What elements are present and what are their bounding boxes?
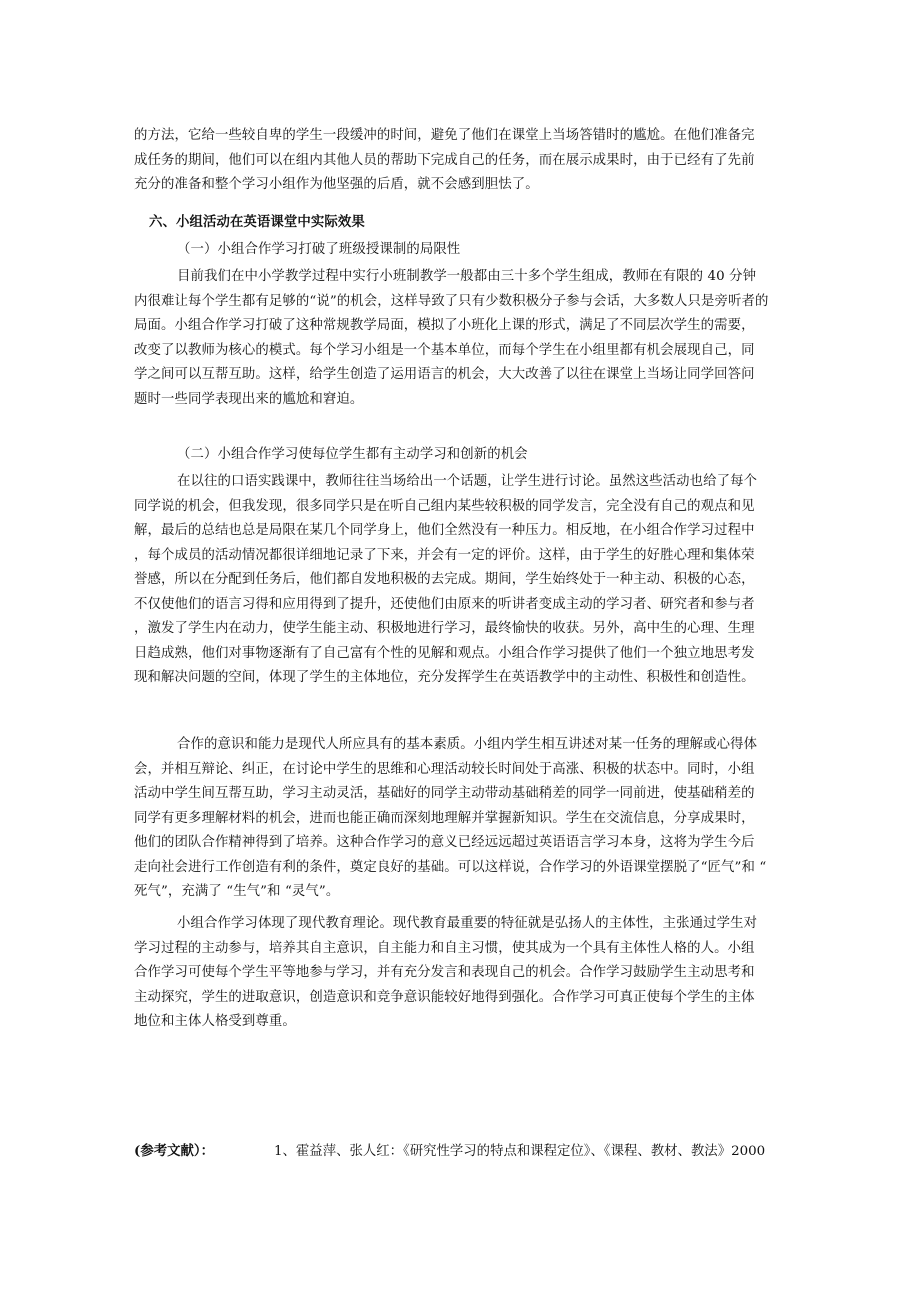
text-line: ，激发了学生内在动力，使学生能主动、积极地进行学习，最终愉快的收获。另外，高中生的心理、生理 <box>134 621 755 636</box>
text-line: 在以往的口语实践课中，教师往往当场给出一个话题，让学生进行讨论。虽然这些活动也给了每个 <box>177 474 758 489</box>
references-label: (参考文献）： <box>134 1143 214 1159</box>
text-line: 学习过程的主动参与，培养其自主意识，自主能力和自主习惯，使其成为一个具有主体性人格的人。小组 <box>134 940 755 956</box>
text-line: 合作的意识和能力是现代人所应具有的基本素质。小组内学生相互讲述对某一任务的理解或心得体 <box>177 737 758 752</box>
paragraph-cooperation <box>134 733 786 905</box>
text-line: 他们的团队合作精神得到了培养。这种合作学习的意义已经远远超过英语语言学习本身，这将为学生今后 <box>134 835 755 850</box>
text-line: 解，最后的总结也总是局限在某几个同学身上，他们全然没有一种压力。相反地，在小组合作学习过程中 <box>134 523 755 538</box>
text-line: 学之间可以互帮互助。这样，给学生创造了运用语言的机会，大大改善了以往在课堂上当场让同学回答问 <box>134 367 755 382</box>
section-heading: 六、小组活动在英语课堂中实际效果 <box>149 214 365 230</box>
text-line: 会，并相互辩论、纠正，在讨论中学生的思维和心理活动较长时间处于高涨、积极的状态中。同时，小组 <box>134 761 755 777</box>
text-line: 改变了以教师为核心的模式。每个学习小组是一个基本单位，而每个学生在小组里都有机会展现自己，同 <box>134 342 755 358</box>
text-line: 成任务的期间，他们可以在组内其他人员的帮助下完成自己的任务，而在展示成果时，由于已经有了先前 <box>134 152 755 168</box>
paragraph-theory <box>134 912 786 1035</box>
text-line: 主动探究，学生的进取意识，创造意识和竞争意识能较好地得到强化。合作学习可真正使每个学生的主体 <box>134 989 755 1005</box>
text-line: 同学有更多理解材料的机会，进而也能正确而深刻地理解并掌握新知识。学生在交流信息，分享成果时， <box>134 810 755 826</box>
text-line: 内很难让每个学生都有足够的“说”的机会，这样导致了只有少数积极分子参与会话，大多数人只是旁听者的 <box>134 293 769 309</box>
text-line: ，每个成员的活动情况都很详细地记录了下来，并会有一定的评价。这样，由于学生的好胜心理和集体荣 <box>134 547 755 563</box>
text-line: 死气”，充满了 “生气”和 “灵气”。 <box>134 884 340 899</box>
text-line: 走向社会进行工作创造有利的条件，奠定良好的基础。可以这样说，合作学习的外语课堂摆脱了“匠气”和 “ <box>134 859 767 875</box>
subsection-1 <box>134 238 786 263</box>
text-line: 小组合作学习体现了现代教育理论。现代教育最重要的特征就是弘扬人的主体性，主张通过学生对 <box>177 916 758 931</box>
text-line: 地位和主体人格受到尊重。 <box>134 1014 296 1029</box>
text-line: 誉感，所以在分配到任务后，他们都自发地积极的去完成。期间，学生始终处于一种主动、积极的心态， <box>134 572 755 587</box>
text-line: 局面。小组合作学习打破了这种常规教学局面，模拟了小班化上课的形式，满足了不同层次学生的需要， <box>134 318 755 333</box>
text-line: 合作学习可使每个学生平等地参与学习，并有充分发言和表现自己的机会。合作学习鼓励学生主动思考和 <box>134 965 755 980</box>
section-heading-block <box>134 210 786 235</box>
text-line: 同学说的机会，但我发现，很多同学只是在听自己组内某些较积极的同学发言，完全没有自己的观点和见 <box>134 498 755 514</box>
text-line: 现和解决问题的空间，体现了学生的主体地位，充分发挥学生在英语教学中的主动性、积极性和创造性。 <box>134 670 755 685</box>
subsection-heading: （一）小组合作学习打破了班级授课制的局限性 <box>177 242 461 257</box>
text-line: 题时一些同学表现出来的尴尬和窘迫。 <box>134 391 364 407</box>
subsection-2-body <box>134 470 786 691</box>
subsection-heading: （二）小组合作学习使每位学生都有主动学习和创新的机会 <box>177 447 528 462</box>
references <box>134 1139 794 1164</box>
text-line: 充分的准备和整个学习小组作为他坚强的后盾，就不会感到胆怯了。 <box>134 177 539 192</box>
text-line: 日趋成熟，他们对事物逐渐有了自己富有个性的见解和观点。小组合作学习提供了他们一个独立地思考发 <box>134 645 755 661</box>
text-line: 不仅使他们的语言习得和应用得到了提升，还使他们由原来的听讲者变成主动的学习者、研究者和参与者 <box>134 596 755 612</box>
text-line: 的方法，它给一些较自卑的学生一段缓冲的时间，避免了他们在课堂上当场答错时的尴尬。在他们准备完 <box>134 128 755 143</box>
paragraph-intro <box>134 124 786 198</box>
text-line: 目前我们在中小学教学过程中实行小班制教学一般都由三十多个学生组成，教师在有限的 40 分钟 <box>177 269 757 284</box>
text-line: 活动中学生间互帮互助，学习主动灵活，基础好的同学主动带动基础稍差的同学一同前进，使基础稍差的 <box>134 786 755 801</box>
subsection-1-body <box>134 265 786 412</box>
reference-item: 1、霍益萍、张人红：《研究性学习的特点和课程定位》、《课程、教材、教法》2000 <box>274 1144 766 1159</box>
subsection-2 <box>134 443 786 468</box>
